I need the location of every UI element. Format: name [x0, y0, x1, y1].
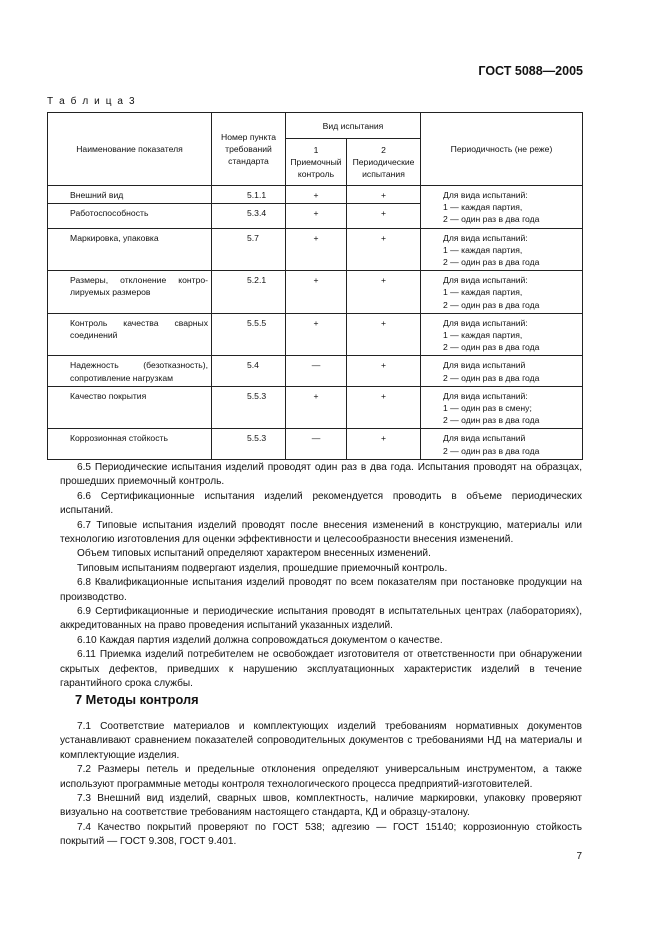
cell-acceptance: — [286, 429, 347, 459]
cell-acceptance: + [286, 271, 347, 314]
col-header-test-kind: Вид испытания [286, 113, 421, 139]
cell-period [421, 313, 583, 356]
cell-period [421, 356, 583, 386]
paragraph: 6.10 Каждая партия изделий должна сопровождаться документом о качестве. [77, 634, 443, 646]
cell-period [421, 386, 583, 429]
cell-period-line: 2 — один раз в два года [443, 342, 540, 353]
spec-table [47, 112, 583, 460]
cell-period-line: 2 — один раз в два года [443, 299, 540, 310]
section-heading: 7 Методы контроля [75, 692, 199, 707]
cell-ref: 5.5.5 [212, 313, 286, 356]
cell-name [48, 186, 212, 204]
cell-ref: 5.5.3 [212, 386, 286, 429]
paragraph: 6.9 Сертификационные и периодические испытания проводят в испытательных центрах (лабораториях), аккредитованных на право проведения испытаний указанных изделий. [60, 606, 582, 632]
cell-name-line: Коррозионная стойкость [70, 433, 168, 444]
cell-periodic: + [347, 271, 421, 314]
table-row [48, 356, 583, 386]
cell-period [421, 228, 583, 271]
cell-period-line: Для вида испытаний [443, 360, 526, 371]
cell-name-line: Внешний вид [70, 190, 124, 200]
cell-acceptance: + [286, 186, 347, 204]
cell-name-line: Размеры, отклонение контро- [70, 275, 208, 286]
table-row [48, 313, 583, 356]
table-row [48, 228, 583, 271]
cell-period-line: Для вида испытаний: [443, 390, 528, 401]
table-caption: Т а б л и ц а 3 [47, 96, 137, 107]
table-row [48, 186, 583, 204]
cell-ref: 5.3.4 [212, 204, 286, 228]
cell-period-line: 2 — один раз в два года [443, 214, 540, 225]
cell-acceptance: + [286, 204, 347, 228]
cell-acceptance: + [286, 386, 347, 429]
cell-period-line: 1 — каждая партия, [443, 202, 523, 213]
col-header-periodic [347, 139, 421, 186]
paragraph: 6.8 Квалификационные испытания изделий проводят по всем показателям при постановке продукции на производство. [60, 577, 582, 603]
cell-name-line: Маркировка, упаковка [70, 232, 159, 243]
cell-name [48, 271, 212, 314]
cell-name [48, 386, 212, 429]
col-header-acceptance-num: 1 [313, 145, 319, 155]
table-row [48, 386, 583, 429]
col-header-acceptance-label: Приемочный контроль [290, 157, 342, 179]
cell-period-line: Для вида испытаний: [443, 232, 528, 243]
cell-period-line: 2 — один раз в два года [443, 415, 540, 426]
cell-period [421, 186, 583, 229]
cell-periodic: + [347, 313, 421, 356]
col-header-periodic-label: Периодические испытания [352, 157, 415, 179]
cell-period-line: Для вида испытаний: [443, 190, 528, 200]
cell-ref: 5.5.3 [212, 429, 286, 459]
paragraph: 6.11 Приемка изделий потребителем не освобождает изготовителя от ответственности при обнаружении скрытых дефектов, приведших к нарушению эксплуатационных характеристик изделий в течение гарантийного срока службы. [60, 649, 582, 690]
cell-period-line: 2 — один раз в два года [443, 445, 540, 456]
cell-name-line: лируемых размеров [70, 287, 151, 298]
col-header-period: Периодичность (не реже) [421, 113, 583, 186]
cell-name-line: Контроль качества сварных [70, 317, 208, 328]
cell-ref: 5.7 [212, 228, 286, 271]
cell-period-line: 1 — каждая партия, [443, 287, 523, 298]
cell-name [48, 313, 212, 356]
section7-text [60, 720, 582, 850]
cell-name-line: Надежность (безотказность), [70, 360, 208, 371]
cell-period-line: 1 — один раз в смену; [443, 403, 532, 414]
cell-period-line: Для вида испытаний: [443, 275, 528, 286]
cell-ref: 5.2.1 [212, 271, 286, 314]
col-header-ref: Номер пункта требований стандарта [212, 113, 286, 186]
col-header-periodic-num: 2 [381, 145, 386, 155]
cell-period-line: Для вида испытаний [443, 433, 526, 444]
cell-period-line: 2 — один раз в два года [443, 257, 540, 268]
cell-acceptance: + [286, 313, 347, 356]
cell-period-line: 1 — каждая партия, [443, 244, 523, 255]
cell-name-line: сопротивление нагрузкам [70, 372, 174, 383]
cell-acceptance: — [286, 356, 347, 386]
document-id: ГОСТ 5088—2005 [478, 64, 583, 78]
cell-name [48, 204, 212, 228]
col-header-name: Наименование показателя [48, 113, 212, 186]
paragraph: 7.4 Качество покрытий проверяют по ГОСТ 538; адгезию — ГОСТ 15140; коррозионную стойкость покрытий — ГОСТ 9.308, ГОСТ 9.401. [60, 821, 582, 848]
cell-period-line: Для вида испытаний: [443, 317, 528, 328]
cell-name-line: Работоспособность [70, 208, 149, 219]
cell-acceptance: + [286, 228, 347, 271]
cell-period-line: 2 — один раз в два года [443, 372, 540, 383]
cell-periodic: + [347, 186, 421, 204]
cell-period-line: 1 — каждая партия, [443, 330, 523, 341]
paragraph: 6.6 Сертификационные испытания изделий рекомендуется проводить в объеме периодических испытаний. [60, 490, 582, 517]
cell-name-line: Качество покрытия [70, 390, 147, 401]
cell-name-line: соединений [70, 330, 118, 341]
cell-periodic: + [347, 356, 421, 386]
cell-name [48, 429, 212, 459]
cell-name [48, 228, 212, 271]
table-row [48, 429, 583, 459]
body-text [60, 461, 582, 692]
cell-name [48, 356, 212, 386]
cell-period [421, 271, 583, 314]
cell-periodic: + [347, 429, 421, 459]
cell-periodic: + [347, 386, 421, 429]
cell-periodic: + [347, 204, 421, 228]
paragraph: 7.1 Соответствие материалов и комплектующих изделий требованиям нормативных документов устанавливают сравнением показателей сопроводительных документов с требованиями НД на материалы и комплектующие изделия. [60, 721, 582, 761]
page-number: 7 [576, 851, 582, 862]
paragraph: 7.3 Внешний вид изделий, сварных швов, комплектность, наличие маркировки, упаковку проверяют визуально на соответствие требованиям настоящего стандарта, КД и образцу-эталону. [60, 793, 582, 819]
cell-period [421, 429, 583, 459]
paragraph: 6.5 Периодические испытания изделий проводят один раз в два года. Испытания проводят на образцах, прошедших приемочный контроль. [60, 462, 582, 488]
cell-periodic: + [347, 228, 421, 271]
paragraph: Объем типовых испытаний определяют характером внесенных изменений. [77, 548, 431, 560]
paragraph: Типовым испытаниям подвергают изделия, прошедшие приемочный контроль. [77, 562, 448, 574]
paragraph: 6.7 Типовые испытания изделий проводят после внесения изменений в конструкцию, материалы или технологию изготовления для оценки эффективности и целесообразности внесения изменений. [60, 519, 582, 546]
col-header-acceptance [286, 139, 347, 186]
table-body [48, 186, 583, 460]
table-row [48, 271, 583, 314]
cell-ref: 5.1.1 [212, 186, 286, 204]
cell-ref: 5.4 [212, 356, 286, 386]
paragraph: 7.2 Размеры петель и предельные отклонения определяют универсальным инструментом, а также используют программные методы контроля технологического процесса предприятий-изготовителей. [60, 764, 582, 790]
